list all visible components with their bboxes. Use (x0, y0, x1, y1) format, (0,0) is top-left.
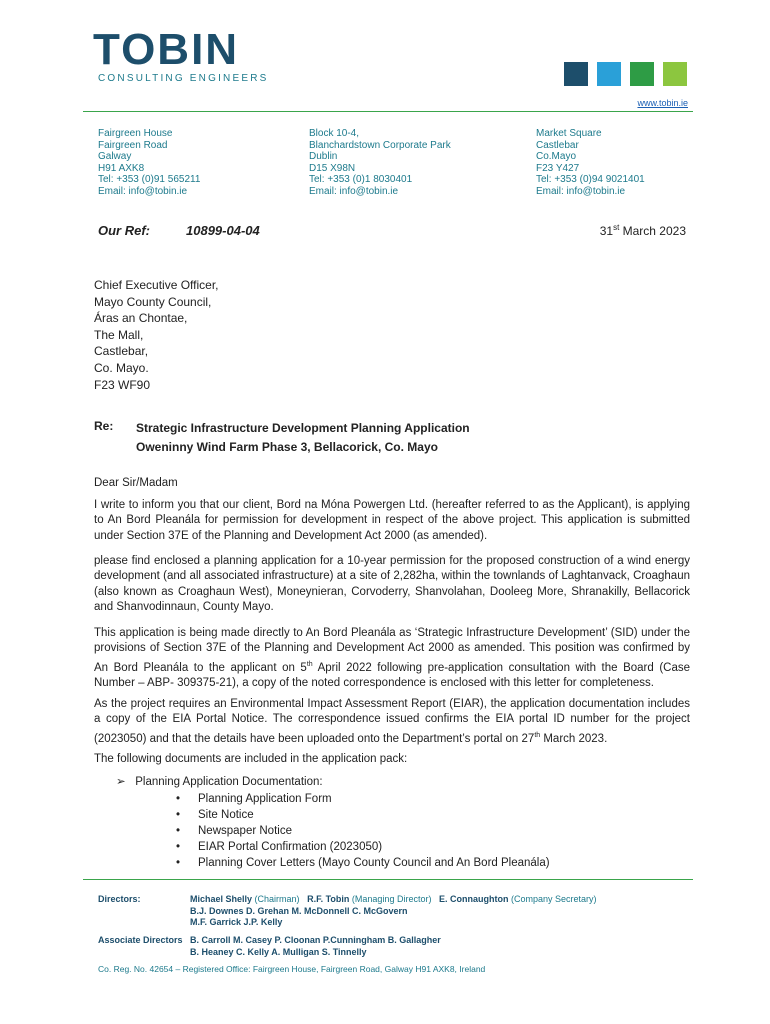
recipient-line: F23 WF90 (94, 377, 151, 392)
address-line: Co.Mayo (536, 151, 577, 163)
address-email: Email: info@tobin.ie (536, 185, 626, 197)
subject-label: Re: (94, 419, 114, 433)
arrow-bullet-icon: ➢ (116, 776, 126, 788)
address-phone: Tel: +353 (0)1 8030401 (309, 174, 413, 186)
list-item: • Newspaper Notice (176, 823, 550, 839)
subject-line: Strategic Infrastructure Development Planning Application (136, 421, 470, 435)
logo-square-lime-icon (663, 62, 687, 86)
address-line: Block 10-4, (309, 128, 360, 139)
list-item: • Planning Application Form (176, 791, 550, 807)
company-logo-tagline: CONSULTING ENGINEERS (98, 73, 269, 84)
office-address-dublin (309, 128, 451, 198)
paragraph-enclosure: please find enclosed a planning application for a 10-year permission for the proposed construction of a wind energy development (and all associated infrastructure) at a site of 2,282ha, within the townlands of Laghtanvack, Croaghaun (also known as Croaghaun West), Moneynieran, Corvoderry, Shanvolahan, Dooleeg More, Shranakilly, Bellacorick and Shanvodinnaun, County Mayo. (94, 555, 690, 614)
recipient-line: Chief Executive Officer, (94, 278, 219, 292)
footer-divider (83, 879, 693, 880)
address-line: Market Square (536, 128, 602, 139)
address-email: Email: info@tobin.ie (309, 185, 399, 197)
address-phone: Tel: +353 (0)94 9021401 (536, 174, 645, 186)
address-line: Galway (98, 151, 132, 163)
directors-label: Directors: (98, 894, 141, 904)
logo-square-navy-icon (564, 62, 588, 86)
logo-square-green-icon (630, 62, 654, 86)
subject-line: Oweninny Wind Farm Phase 3, Bellacorick, Co. Mayo (136, 440, 438, 454)
recipient-line: The Mall, (94, 327, 144, 342)
company-registration: Co. Reg. No. 42654 – Registered Office: Fairgreen House, Fairgreen Road, Galway H91 AXK8, Ireland (98, 964, 486, 974)
office-address-galway (98, 128, 200, 198)
reference-number: 10899-04-04 (186, 223, 260, 238)
directors-list: Michael Shelly (Chairman) R.F. Tobin (Managing Director) E. Connaughton (Company Secretary) B.J. Downes D. Grehan M. McDonnell C. McGovern M.F. Garrick J.P. Kelly (190, 894, 597, 927)
paragraph-eiar: As the project requires an Environmental Impact Assessment Report (EIAR), the application documentation includes a copy of the EIA Portal Notice. The correspondence issued confirms the EIA portal ID number for the project (2023050) and that the details have been uploaded onto the Department’s portal on 27th March 2023. (94, 698, 690, 745)
address-line: Dublin (309, 151, 338, 163)
list-item: • EIAR Portal Confirmation (2023050) (176, 839, 550, 855)
list-item: • Planning Cover Letters (Mayo County Council and An Bord Pleanála) (176, 855, 550, 871)
recipient-line: Castlebar, (94, 344, 149, 359)
address-phone: Tel: +353 (0)91 565211 (98, 174, 201, 186)
company-logo-wordmark: TOBIN (93, 25, 240, 74)
recipient-line: Co. Mayo. (94, 360, 149, 375)
recipient-address (94, 277, 219, 393)
recipient-line: Mayo County Council, (94, 294, 212, 309)
office-address-castlebar (536, 128, 645, 198)
subject-heading (136, 419, 470, 457)
header-divider (83, 111, 693, 112)
recipient-line: Áras an Chontae, (94, 311, 188, 326)
associate-directors-list: B. Carroll M. Casey P. Cloonan P.Cunningham B. Gallagher B. Heaney C. Kelly A. Mulligan S. Tinnelly (190, 935, 441, 957)
address-line: Fairgreen Road (98, 139, 168, 151)
address-line: Fairgreen House (98, 128, 173, 139)
documents-heading: ➢ Planning Application Documentation: (116, 776, 323, 788)
address-email: Email: info@tobin.ie (98, 185, 188, 197)
paragraph-documents-intro: The following documents are included in the application pack: (94, 753, 408, 765)
associate-directors-label: Associate Directors (98, 935, 183, 945)
address-line: D15 X98N (309, 162, 356, 174)
documents-list (176, 791, 550, 871)
logo-square-blue-icon (597, 62, 621, 86)
letter-date: 31st March 2023 (599, 223, 686, 238)
address-line: Castlebar (536, 139, 579, 151)
paragraph-intro: I write to inform you that our client, Bord na Móna Powergen Ltd. (hereafter referred to as the Applicant), is applying to An Bord Pleanála for permission for development in respect of the above project. This application is submitted under Section 37E of the Planning and Development Act 2000 (as amended). (94, 499, 690, 542)
address-line: F23 Y427 (536, 162, 580, 174)
reference-label: Our Ref: (98, 223, 150, 238)
address-line: Blanchardstown Corporate Park (309, 139, 451, 151)
list-item: • Site Notice (176, 807, 550, 823)
website-link[interactable]: www.tobin.ie (637, 98, 688, 108)
address-line: H91 AXK8 (98, 162, 145, 174)
paragraph-sid: This application is being made directly to An Bord Pleanála as ‘Strategic Infrastructure Development’ (SID) under the provisions of Section 37E of the Planning and Development Act 2000 as amended. This position was confirmed by An Bord Pleanála to the applicant on 5th April 2022 following pre-application consultation with the Board (Case Number – ABP- 309375-21), a copy of the noted correspondence is enclosed with this letter for completeness. (94, 627, 691, 690)
salutation: Dear Sir/Madam (94, 477, 178, 489)
